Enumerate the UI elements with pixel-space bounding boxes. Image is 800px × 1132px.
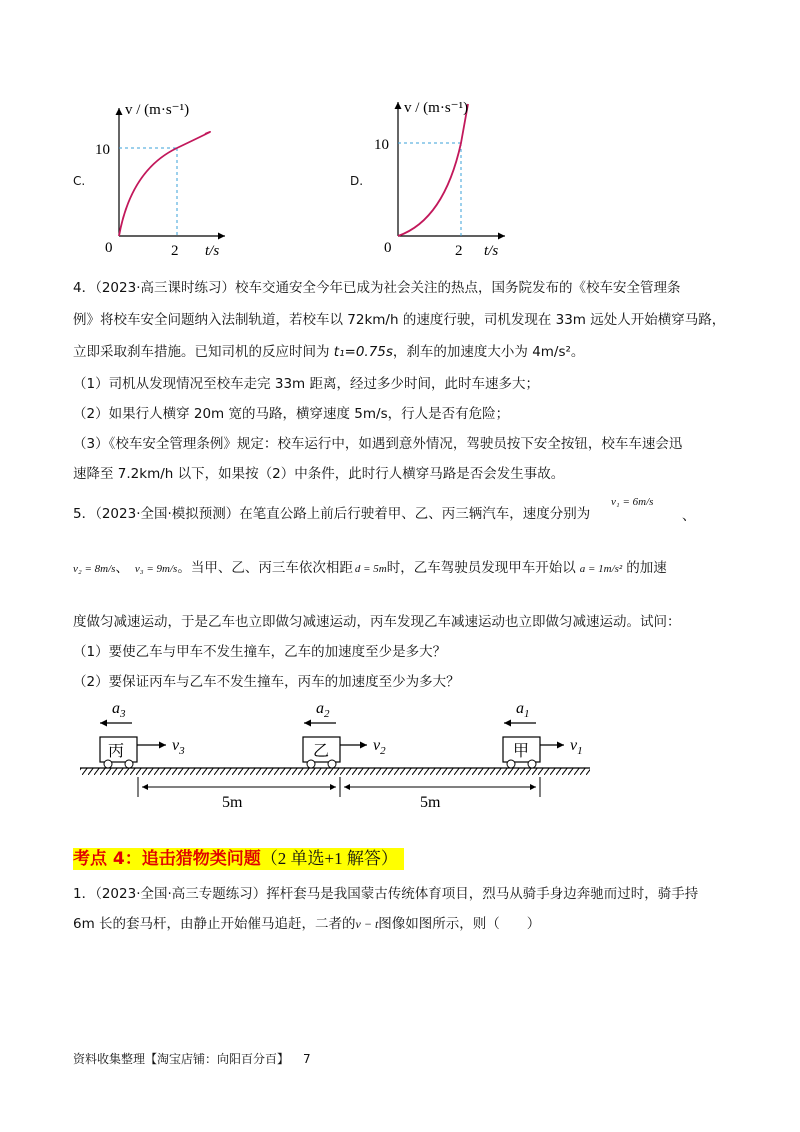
option-d-label: D. — [350, 174, 364, 188]
y-axis-label-c: v / (m·s⁻¹) — [125, 102, 190, 118]
svg-text:甲: 甲 — [513, 743, 530, 760]
q1-line2: 6m 长的套马杆，由静止开始催马追赶，二者的v − t图像如图所示，则（ ） — [73, 916, 541, 932]
option-c-label: C. — [73, 174, 86, 188]
svg-text:丙: 丙 — [108, 743, 125, 760]
vt-graph-c — [95, 92, 235, 262]
q4-sub3b: 速降至 7.2km/h 以下，如果按（2）中条件，此时行人横穿马路是否会发生事故。 — [73, 466, 565, 482]
section-heading: 考点 4：追击猎物类问题（2 单选+1 解答） — [73, 848, 404, 870]
origin-c: 0 — [105, 240, 113, 256]
page-number: 7 — [303, 1052, 311, 1066]
q4-sub1: （1）司机从发现情况至校车走完 33m 距离，经过多少时间，此时车速多大； — [73, 376, 539, 392]
q4-sub2: （2）如果行人横穿 20m 宽的马路，横穿速度 5m/s，行人是否有危险； — [73, 406, 510, 422]
x-axis-label-c: t/s — [205, 243, 220, 259]
q4-sub3a: （3）《校车安全管理条例》规定：校车运行中，如遇到意外情况，驾驶员按下安全按钮，校车车速会迅 — [73, 436, 683, 452]
svg-text:v3: $v_3$ — [172, 737, 185, 757]
q5-sub1: （1）要使乙车与甲车不发生撞车，乙车的加速度至少是多大？ — [73, 644, 447, 660]
q5-line3: 度做匀减速运动，于是乙车也立即做匀减速运动，丙车发现乙车减速运动也立即做匀减速运动。试问： — [73, 614, 681, 630]
q5-v1: v₁ = 6m/s — [611, 496, 654, 508]
car-jia — [503, 700, 583, 768]
origin-d: 0 — [384, 240, 392, 256]
q5-line2: v₂ = 8m/s、 v₃ = 9m/s。当甲、乙、丙三车依次相距 d = 5m时，乙车驾驶员发现甲车开始以 a = 1m/s² 的加速 — [73, 560, 667, 576]
q5-sub2: （2）要保证丙车与乙车不发生撞车，丙车的加速度至少为多大？ — [73, 674, 460, 690]
q5-comma: 、 — [682, 508, 696, 524]
q1-line1: 1．（2023·全国·高三专题练习）挥杆套马是我国蒙古传统体育项目，烈马从骑手身边奔驰而过时，骑手持 — [73, 886, 699, 902]
q4-line1: 4．（2023·高三课时练习）校车交通安全今年已成为社会关注的热点，国务院发布的《校车安全管理条 — [73, 280, 681, 296]
x-tick-c: 2 — [171, 243, 179, 259]
y-axis-label-d: v / (m·s⁻¹) — [404, 100, 469, 116]
car-diagram — [70, 695, 610, 810]
svg-text:a1: $a_1$ — [516, 700, 530, 720]
svg-text:v2: $v_2$ — [373, 737, 386, 757]
x-tick-d: 2 — [455, 243, 463, 259]
x-axis-label-d: t/s — [484, 243, 499, 259]
distance-1: 5m — [222, 794, 243, 810]
svg-text:v1: $v_1$ — [570, 737, 583, 757]
svg-text:a2: $a_2$ — [316, 700, 330, 720]
svg-text:乙: 乙 — [313, 743, 330, 760]
vt-graph-d — [372, 92, 517, 262]
curve-d — [398, 104, 468, 236]
svg-text:a3: $a_3$ — [112, 700, 126, 720]
car-yi — [303, 700, 386, 768]
curve-c — [119, 132, 210, 236]
distance-2: 5m — [420, 794, 441, 810]
q4-line3: 立即采取刹车措施。已知司机的反应时间为 t₁=0.75s，刹车的加速度大小为 4m/s²。 — [73, 344, 585, 360]
y-tick-d: 10 — [374, 137, 389, 153]
y-tick-c: 10 — [95, 142, 110, 158]
car-bing — [100, 700, 185, 768]
q5-line1: 5．（2023·全国·模拟预测）在笔直公路上前后行驶着甲、乙、丙三辆汽车，速度分别为 — [73, 506, 591, 522]
q4-line2: 例》将校车安全问题纳入法制轨道，若校车以 72km/h 的速度行驶，司机发现在 33m 远处人开始横穿马路， — [73, 312, 726, 328]
page-footer: 资料收集整理【淘宝店铺：向阳百分百】 7 — [73, 1052, 311, 1066]
